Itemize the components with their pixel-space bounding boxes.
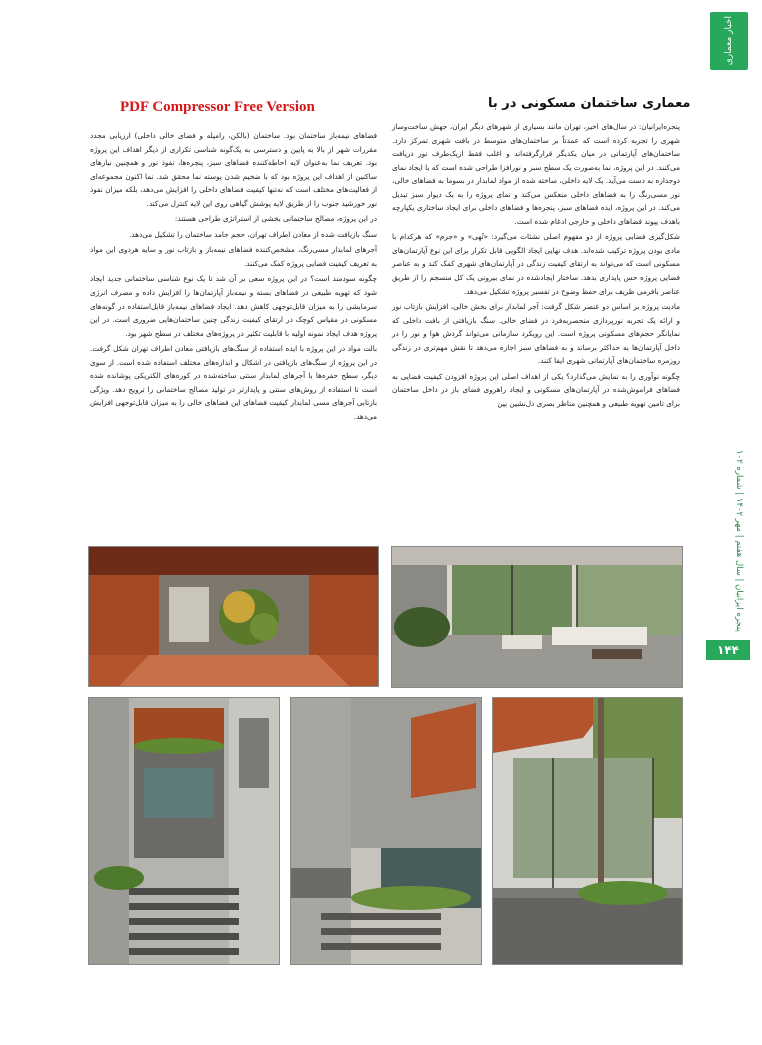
- side-strip: [706, 0, 762, 1045]
- paragraph: مادیت پروژه بر اساس دو عنصر شکل گرفت: آجر لمابدار برای بخش خالی، افزایش بازتاب نور و ارائه یک تجربه نورپردازی منحصربه‌فرد در فضای خالی. سنگ بازیافتی از بافت داخلی که نمایانگر حجم‌های مسکونی پروژه است. این رویکرد سازمانی می‌تواند گردش هوا و نور را در داخل آپارتمان‌ها به حداکثر برساند و به فضاهای سبز اجازه می‌دهد تا نقش مهم‌تری در زندگی روزمره ساختمان‌های آپارتمانی شهری ایفا کنند.: [392, 302, 680, 366]
- section-tab: [710, 12, 748, 70]
- photo-courtyard-tree: [492, 697, 683, 965]
- paragraph: سنگ بازیافت شده از معادن اطراف تهران، حجم جامد ساختمان را تشکیل می‌دهد.: [128, 229, 377, 239]
- paragraph: آجرهای لمابدار مسی‌رنگ، مشخص‌کننده فضاهای نیمه‌باز و بازتاب نور و سایه هردوی این مواد به تعریف کیفیت فضایی پروژه کمک می‌کنند.: [90, 245, 377, 268]
- paragraph: شکل‌گیری فضایی پروژه از دو مفهوم اصلی نشئات می‌گیرد: «تُهی» و «جرم» که هرکدام با مادی بودن پروژه ترکیب شده‌اند. هدف نهایی ایجاد الگویی قابل تکرار برای این نوع آپارتمان‌های مسکونی است که می‌تواند به ارتقای کیفیت زندگی در آپارتمان‌های شهری کمک کند و به عناصر فضایی پروژه حس پایداری بدهد. ساختار ایجادشده در نمای بیرونی یک کل منسجم را از طریق عناصر بافرمی ظریف برای حفظ وضوح در تفسیر پروژه تشکیل می‌دهد.: [392, 232, 680, 296]
- article-column-right: [392, 120, 680, 412]
- article-title: معماری ساختمان مسکونی در با: [488, 95, 691, 111]
- issue-info: پنجره ایرانیان | سال هفتم | مهر ۱۴۰۲ | شماره ۱۰۲: [734, 450, 744, 632]
- photo-facade-copper-box: [290, 697, 482, 965]
- watermark-text: PDF Compressor Free Version: [120, 99, 315, 115]
- article-column-left: [90, 129, 377, 425]
- article-header: [488, 92, 691, 114]
- section-label: اخبار معماری: [724, 16, 734, 66]
- paragraph: در این پروژه، مصالح ساختمانی بخشی از استراتژی طراحی هستند:: [174, 214, 377, 224]
- photo-copper-interior: [88, 546, 379, 687]
- paragraph: چگونه نوآوری را به نمایش می‌گذارد؟ یکی از اهداف اصلی این پروژه افزودن کیفیت فضایی به فضاهای فراموش‌شده در آپارتمان‌های مسکونی و ایجاد راهروی فضای باز در داخل ساختمان برای تامین تهویه طبیعی و همچنین مناظر بصری دل‌نشین بین: [392, 371, 680, 408]
- page-number: ۱۴۴: [706, 640, 750, 660]
- paragraph: فضاهای نیمه‌باز ساختمان بود. ساختمان (بالکن، رامپله و فضای خالی داخلی) ارزیابی مجدد مقررات شهر از بالا به پایین و دسترسی به یک‌گونه شناسی تکراری از دیگر اهداف این پروژه بود. تعریف نما به‌عنوان لایه احاطه‌کننده فضاهای سبز، پنجره‌ها، نفوذ نور و همچنین نیازهای ساکنین از اهداف این پروژه بود که با ضخیم شدن پوسته نما محقق شد. نما اکنون مجموعه‌ای از فعالیت‌های مختلف است که نه‌تنها کیفیت فضاهای داخلی را افزایش می‌دهد، بلکه میزان نفوذ نور خورشید جنوب را از طریق لایه پوشش گیاهی روی این لایه کنترل می‌کند.: [90, 131, 377, 208]
- photo-living-room: [391, 546, 683, 688]
- photo-stairs-facade: [88, 697, 280, 965]
- paragraph: چگونه سودمند است؟ در این پروژه سعی بر آن شد تا یک نوع شناسی ساختمانی جدید ایجاد شود که تهویه طبیعی در فضاهای بسته و نیمه‌باز آپارتمان‌ها را افزایش داده و مصرف انرژی سرمایشی را به میزان قابل‌توجهی کاهش دهد. ایجاد فضاهای نیمه‌باز قابل‌استفاده در گونه‌های مسکونی در مقیاس کوچک در ارتقای کیفیت زندگی چنین ساختمان‌هایی ضروری است. در این پروژه هدف ایجاد نمونه اولیه با قابلیت تکثیر در پروژه‌های مختلف در سطح شهر بود.: [90, 274, 377, 338]
- paragraph: پنجره‌ایرانیان: در سال‌های اخیر، تهران مانند بسیاری از شهرهای دیگر ایران، جهش ساخت‌وساز شهری را تجربه کرده است که عمدتاً بر ساختمان‌های متوسط در بافت شهری تمرکز دارد. ساختمان‌های آپارتمانی در میان یکدیگر قرارگرفته‌اند و اغلب فقط ازیک‌طرف نور دریافت می‌کنند. در این پروژه، نما به‌صورت یک سطح سبز و نورافزا طراحی شده است که با ایجاد نمای دوجداره به دست می‌آید. یک لایه داخلی، ساخته شده از مواد لمابدار در بسوما به فضاهای خالی، نور مسی‌رنگ را به فضاهای داخلی منعکس می‌کند و نمای پروژه را به یک دیوار سبز تبدیل می‌کند. در این پروژه، ایده فضاهای سبز، پنجره‌ها و فضاهای داخلی برای ایجاد ساختاری یکپارچه باهدف پیوند فضاهای داخلی و خارجی ادغام شده است.: [392, 122, 680, 226]
- paragraph: بالت مواد در این پروژه با ایده استفاده از سنگ‌های بازیافتی معادن اطراف تهران شکل گرفت. در این پروژه از سنگ‌های بازیافتی در اشکال و اندازه‌های مختلف استفاده شده است. از سوی دیگر، سطح حفره‌ها با آجرهای لمابدار سنتی ساخته‌شده در کوره‌های الکتریکی پوشانده شده است تا استفاده از روش‌های سنتی و پایدارتر در تولید مصالح ساختمانی را ترویج دهد. ویژگی بازتابی آجرهای مسی لمابدار کیفیت فضاهای این فضاهای خالی را به میزان قابل‌توجهی افزایش می‌دهد.: [90, 344, 377, 421]
